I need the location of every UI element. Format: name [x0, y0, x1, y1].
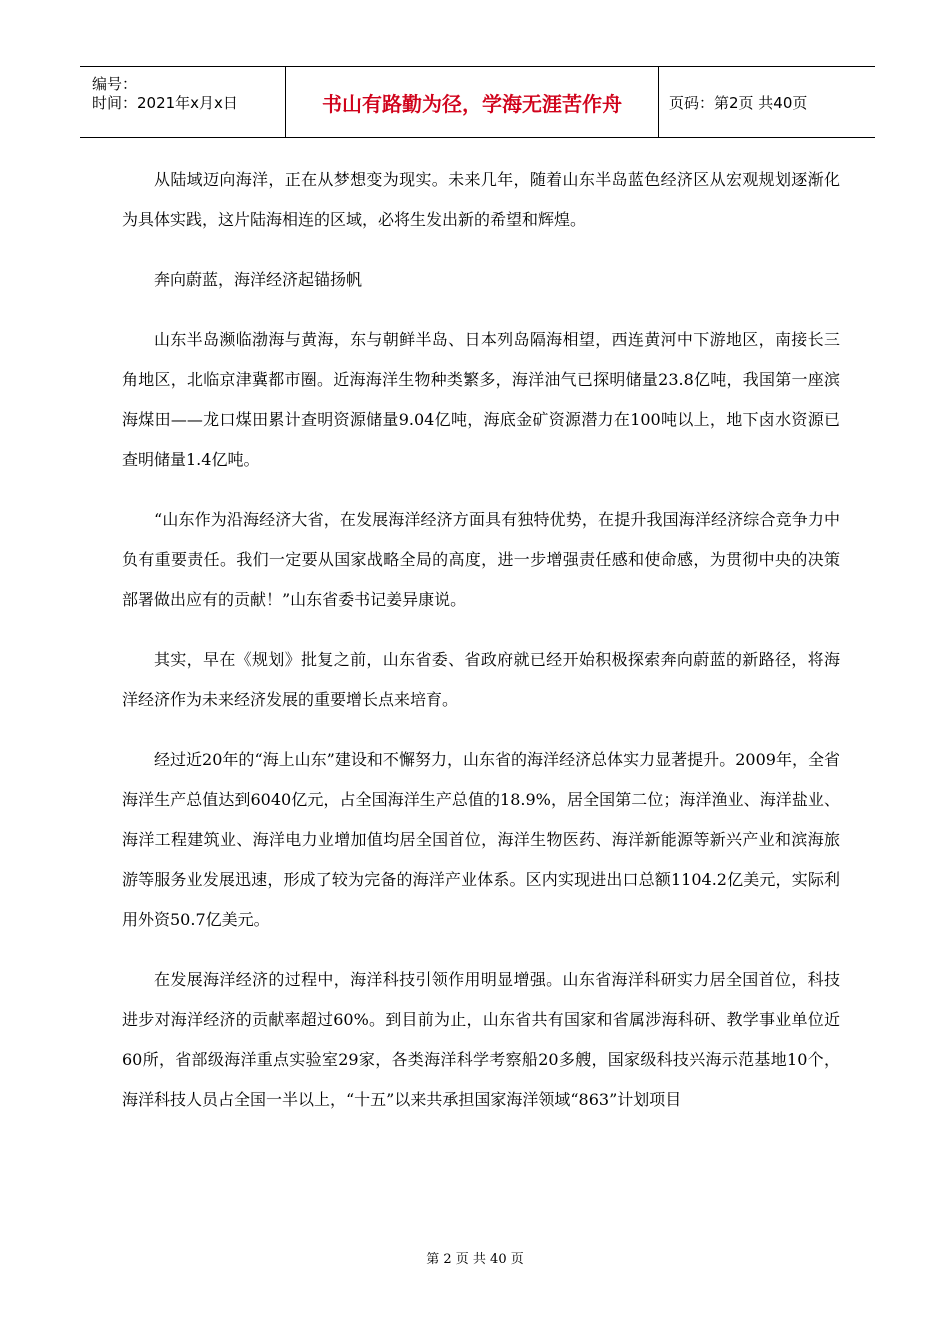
- paragraph: 山东半岛濒临渤海与黄海，东与朝鲜半岛、日本列岛隔海相望，西连黄河中下游地区，南接长三角地区，北临京津冀都市圈。近海海洋生物种类繁多，海洋油气已探明储量23.8亿吨，我国第一座滨海煤田——龙口煤田累计查明资源储量9.04亿吨，海底金矿资源潜力在100吨以上，地下卤水资源已查明储量1.4亿吨。: [122, 330, 840, 469]
- paragraph: 经过近20年的“海上山东”建设和不懈努力，山东省的海洋经济总体实力显著提升。2009年，全省海洋生产总值达到6040亿元，占全国海洋生产总值的18.9%，居全国第二位；海洋渔业、海洋盐业、海洋工程建筑业、海洋电力业增加值均居全国首位，海洋生物医药、海洋新能源等新兴产业和滨海旅游等服务业发展迅速，形成了较为完备的海洋产业体系。区内实现进出口总额1104.2亿美元，实际利用外资50.7亿美元。: [122, 750, 840, 929]
- document-header: [80, 66, 875, 138]
- document-body: [122, 160, 840, 1140]
- serial-number-label: 编号：: [92, 75, 138, 93]
- date-label: 时间：2021年x月x日: [92, 94, 238, 112]
- paragraph: 从陆域迈向海洋，正在从梦想变为现实。未来几年，随着山东半岛蓝色经济区从宏观规划逐渐化为具体实践，这片陆海相连的区域，必将生发出新的希望和辉煌。: [122, 170, 840, 229]
- header-motto: 书山有路勤为径，学海无涯苦作舟: [286, 67, 659, 137]
- header-page-cell: [659, 67, 875, 137]
- paragraph: “山东作为沿海经济大省，在发展海洋经济方面具有独特优势，在提升我国海洋经济综合竞争力中负有重要责任。我们一定要从国家战略全局的高度，进一步增强责任感和使命感，为贯彻中央的决策部署做出应有的贡献！”山东省委书记姜异康说。: [122, 510, 840, 609]
- header-info-cell: [80, 67, 286, 137]
- paragraph: 在发展海洋经济的过程中，海洋科技引领作用明显增强。山东省海洋科研实力居全国首位，科技进步对海洋经济的贡献率超过60%。到目前为止，山东省共有国家和省属涉海科研、教学事业单位近60所，省部级海洋重点实验室29家，各类海洋科学考察船20多艘，国家级科技兴海示范基地10个，海洋科技人员占全国一半以上，“十五”以来共承担国家海洋领域“863”计划项目: [122, 970, 840, 1109]
- paragraph: 其实，早在《规划》批复之前，山东省委、省政府就已经开始积极探索奔向蔚蓝的新路径，将海洋经济作为未来经济发展的重要增长点来培育。: [122, 650, 840, 709]
- header-page-label: 页码：第2页 共40页: [669, 93, 808, 112]
- page-footer: 第 2 页 共 40 页: [426, 1252, 524, 1267]
- section-heading: 奔向蔚蓝，海洋经济起锚扬帆: [154, 270, 363, 289]
